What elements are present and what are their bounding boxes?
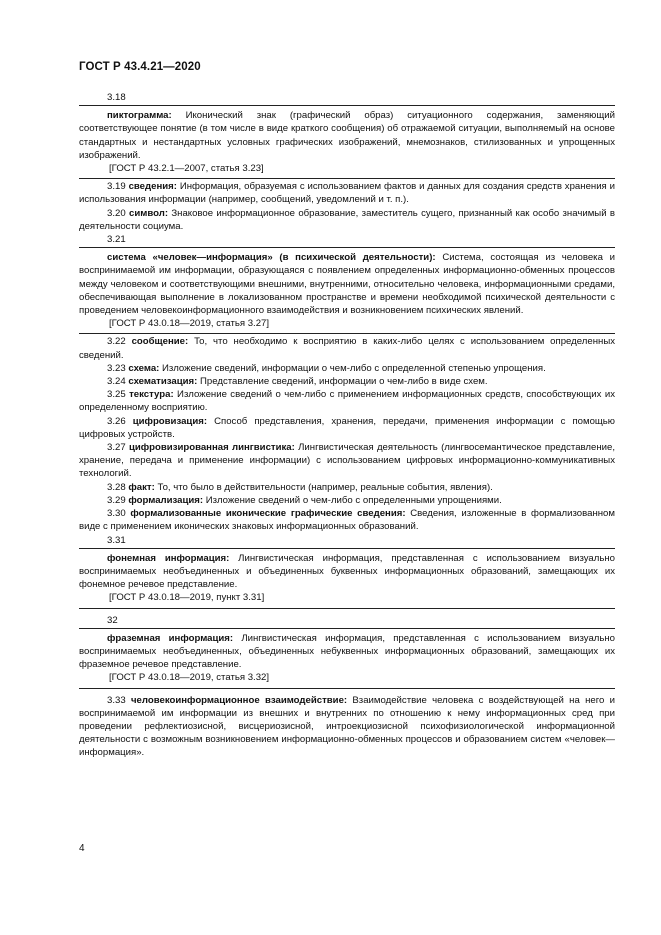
term-name: текстура: — [129, 389, 174, 401]
term-entry-3-23 — [79, 362, 615, 375]
term-reference: [ГОСТ Р 43.0.18—2019, статья 3.32] — [109, 672, 270, 684]
term-reference: [ГОСТ Р 43.0.18—2019, пункт 3.31] — [109, 592, 265, 604]
term-definition: Лингвистическая деятельность (лингвосемантическое представление, хранение, передача и применение информации) с использованием цифровых информационно-коммуникативных технологий. — [79, 442, 615, 480]
term-number: 3.26 — [107, 415, 126, 427]
term-definition: То, что было в действительности (например, реальные события, явления). — [154, 481, 493, 493]
term-name: формализованные иконические графические сведения: — [130, 508, 406, 520]
term-name: символ: — [129, 207, 169, 219]
term-definition: Знаковое информационное образование, заместитель сущего, признанный как особо значимый в деятельности социума. — [79, 207, 615, 232]
term-number: 3.19 — [107, 181, 126, 193]
term-name: сообщение: — [131, 336, 189, 348]
term-box-3-21 — [79, 247, 615, 334]
term-entry-3-19 — [79, 180, 615, 206]
term-definition: Представление сведений, информации о чем-либо в виде схем. — [197, 376, 488, 388]
term-entry-3-28 — [79, 481, 615, 494]
term-name: цифровизация: — [132, 415, 208, 427]
term-number-3-32: 32 — [107, 614, 118, 626]
term-entry-3-25 — [79, 388, 615, 414]
term-number: 3.23 — [107, 362, 126, 374]
term-name: факт: — [128, 481, 155, 493]
term-definition: То, что необходимо к восприятию в каких-либо целях с использованием определенных сведений. — [79, 336, 616, 361]
term-entry-3-20 — [79, 207, 615, 233]
term-entry-3-33 — [79, 694, 615, 760]
term-entry-3-26 — [79, 415, 615, 441]
term-definition: Иконический знак (графический образ) ситуационного содержания, заменяющий соответствующее понятие (в том числе в виде краткого сообщения) об отражаемой ситуации, выполняемый на основе стандартных и нестандартных условных графических изображений, мнемознаков, стилизованных и упрощенных изображений. — [79, 110, 615, 161]
term-definition: Сведения, изложенные в формализованном виде с применением иконических знаковых информационных образований. — [79, 508, 615, 533]
term-definition: Изложение сведений, информации о чем-либо с определенной степенью упрощения. — [159, 362, 546, 374]
term-entry-3-27 — [79, 441, 615, 481]
term-definition: Изложение сведений о чем-либо с применением информационных средств, способствующих их определенному восприятию. — [79, 389, 615, 414]
term-entry-3-24 — [79, 375, 615, 388]
term-entry-3-22 — [79, 335, 615, 361]
term-name: фраземная информация: — [107, 632, 234, 644]
term-number: 3.27 — [107, 442, 126, 454]
term-name: фонемная информация: — [107, 552, 230, 564]
term-name: схема: — [128, 362, 160, 374]
term-definition: Изложение сведений о чем-либо с определенными упрощениями. — [203, 494, 502, 506]
term-entry-3-30 — [79, 507, 615, 533]
term-number: 3.28 — [107, 481, 126, 493]
page-number: 4 — [79, 843, 85, 854]
term-number: 3.20 — [107, 207, 126, 219]
term-number-3-21: 3.21 — [107, 234, 126, 246]
term-entry-3-21 — [79, 251, 615, 317]
term-number: 3.33 — [107, 694, 126, 706]
term-box-3-31 — [79, 548, 615, 609]
term-reference: [ГОСТ Р 43.0.18—2019, статья 3.27] — [109, 318, 270, 330]
document-header: ГОСТ Р 43.4.21—2020 — [79, 61, 201, 73]
term-name: пиктограмма: — [107, 110, 172, 122]
term-number: 3.22 — [107, 336, 126, 348]
term-number: 3.30 — [107, 508, 126, 520]
term-name: система «человек—информация» (в психической деятельности): — [107, 252, 436, 264]
term-definition: Лингвистическая информация, представленная с использованием визуально воспринимаемых необъединенных, объединенных небуквенных информационных образований, замещающих их фраземное речевое представление. — [79, 632, 616, 671]
terms-content — [79, 91, 615, 760]
term-number: 3.25 — [107, 389, 126, 401]
term-box-3-32 — [79, 628, 615, 689]
term-definition: Система, состоящая из человека и воспринимаемой им информации, образующаяся с появлением определенных информационно-обменных процессов между человеком и соответствующими внешними, внутренними, относительно человека, информационными средами, обеспечивающая выполнение в локализованном пространстве и времени необходимой психической деятельности с проведением человекоинформационного взаимодействия и возникновением психических явлений. — [79, 252, 616, 317]
term-name: схематизация: — [128, 376, 198, 388]
term-name: человекоинформационное взаимодействие: — [130, 694, 348, 706]
term-entry-3-32 — [79, 632, 615, 672]
term-box-3-18 — [79, 105, 615, 179]
term-number-3-31: 3.31 — [107, 534, 126, 546]
term-entry-3-18 — [79, 109, 615, 162]
term-name: формализация: — [128, 494, 204, 506]
term-number: 3.24 — [107, 376, 126, 388]
term-number-3-18: 3.18 — [107, 92, 126, 103]
term-number: 3.29 — [107, 494, 126, 506]
term-entry-3-31 — [79, 552, 615, 592]
term-reference: [ГОСТ Р 43.2.1—2007, статья 3.23] — [109, 163, 264, 175]
term-definition: Лингвистическая информация, представленная с использованием визуально воспринимаемых необъединенных и объединенных буквенных информационных образований, замещающих их фонемное речевое представление. — [79, 552, 616, 591]
term-definition: Взаимодействие человека с воздействующей на него и воспринимаемой им информации из внешних и внутренних по отношению к нему информационных сред при проведении рефлектиозисной, висцериозисной, интроекциозисной психофизиологической информационной деятельности с возможным возникновением информационно-обменных процессов и образованием систем «человек—информация». — [79, 694, 615, 759]
term-name: сведения: — [128, 181, 177, 193]
term-name: цифровизированная лингвистика: — [128, 442, 295, 454]
term-definition: Способ представления, хранения, передачи, применения информации с помощью цифровых устройств. — [79, 415, 615, 440]
term-definition: Информация, образуемая с использованием фактов и данных для создания средств хранения и использования информации (например, сообщений, уведомлений и т. п.). — [79, 181, 615, 206]
term-entry-3-29 — [79, 494, 615, 507]
